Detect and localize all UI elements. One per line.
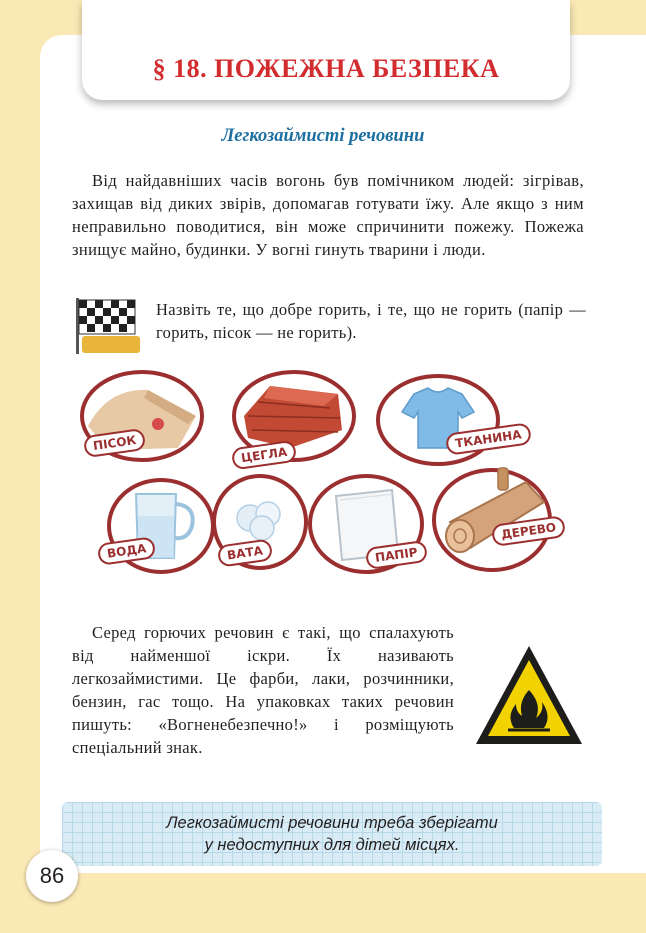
title-card [82, 0, 570, 100]
start-task [72, 296, 588, 360]
wood-label: ДЕРЕВО [491, 515, 567, 547]
task-text: Назвіть те, що добре горить, і те, що не горить (папір — горить, пісок — не горить). [156, 300, 586, 342]
intro-paragraph [72, 169, 584, 261]
cotton-label: ВАТА [217, 538, 273, 567]
subtitle: Легкозаймисті речовини [221, 126, 425, 146]
note-line-1: Легкозаймисті речовини треба зберігати [166, 814, 498, 832]
safety-note [62, 802, 602, 866]
page-number: 86 [26, 850, 78, 902]
paragraph-text: Серед горючих речовин є такі, що спалахують від найменшої іскри. Їх називають легкозаймистими. Це фарби, лаки, розчинники, бензин, гас тощо. На упаковках таких речовин пишуть: «Вогненебезпечно!» і розміщують спеціальний знак. [72, 623, 454, 757]
section-title: § 18. ПОЖЕЖНА БЕЗПЕКА [152, 54, 500, 83]
paper-label: ПАПІР [365, 540, 428, 570]
brick-label: ЦЕГЛА [231, 440, 298, 471]
tshirt-picture [374, 372, 504, 472]
log-picture [430, 460, 554, 574]
flammable-paragraph [72, 621, 454, 759]
flammable-warning-icon [472, 642, 586, 748]
sand-label: ПІСОК [83, 428, 147, 458]
start-task-icon [72, 296, 142, 356]
fabric-label: ТКАНИНА [445, 422, 532, 456]
water-label: ВОДА [97, 536, 157, 566]
materials-illustration [70, 368, 570, 588]
paragraph-text: Від найдавніших часів вогонь був помічником людей: зігрівав, захищав від диких звірів, допомагав готувати їжу. Але якщо з ним неправильно поводитися, він може спричинити пожежу. Пожежа знищує майно, будинки. У вогні гинуть тварини і люди. [72, 171, 584, 259]
note-line-2: у недоступних для дітей місцях. [204, 836, 460, 854]
